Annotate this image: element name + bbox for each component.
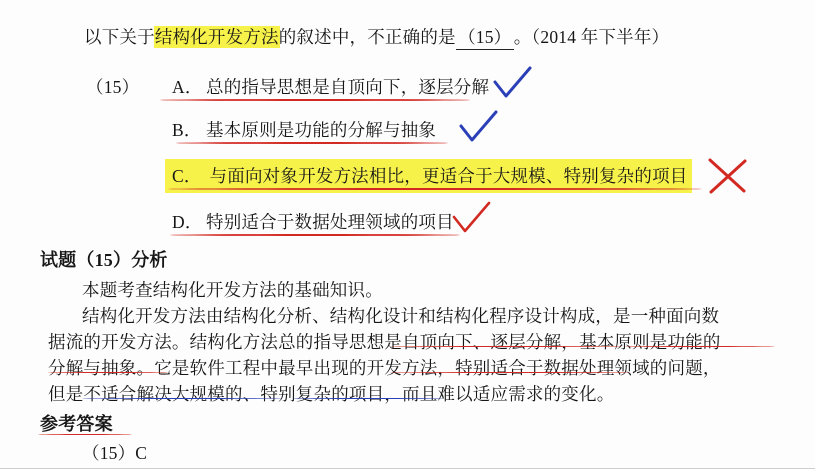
stem-part-2: 的叙述中，不正确的是	[278, 27, 456, 47]
option-b-letter: B．	[172, 120, 202, 140]
option-d-letter: D．	[172, 212, 203, 232]
option-d-underline	[170, 234, 460, 236]
option-a-letter: A．	[172, 77, 203, 97]
analysis-paragraph-2-line-2: 据流的开发方法。结构化方法总的指导思想是自顶向下、逐层分解，基本原则是功能的	[48, 332, 721, 352]
option-b-check-icon	[459, 110, 493, 140]
stem-part-1: 以下关于	[84, 27, 155, 47]
option-c-letter: C．	[172, 166, 202, 186]
analysis-paragraph-2-line-3: 分解与抽象。它是软件工程中最早出现的开发方法，特别适合于数据处理领域的问题，	[48, 358, 721, 378]
analysis-underline-2	[625, 346, 775, 347]
stem-blank: （15）	[456, 24, 514, 50]
analysis-underline-6	[292, 398, 444, 399]
option-c-text: 与面向对象开发方法相比，更适合于大规模、特别复杂的项目	[209, 166, 688, 186]
option-a-check-icon	[493, 66, 527, 96]
option-a-text: 总的指导思想是自顶向下，逐层分解	[206, 77, 490, 97]
analysis-underline-5	[82, 398, 282, 399]
option-b-underline	[176, 142, 448, 144]
option-b-text: 基本原则是功能的分解与抽象	[206, 120, 437, 140]
answer-heading-underline	[38, 434, 132, 435]
option-d-text: 特别适合于数据处理领域的项目	[206, 212, 454, 232]
question-number: （15）	[86, 77, 140, 97]
stem-part-3: 。（2014 年下半年）	[513, 27, 670, 47]
analysis-underline-1	[390, 346, 622, 347]
analysis-paragraph-2-line-4: 但是不适合解决大规模的、特别复杂的项目，而且难以适应需求的变化。	[48, 384, 615, 404]
option-a-underline	[160, 99, 470, 101]
answer-value: （15）C	[82, 443, 148, 463]
analysis-paragraph-2-line-1: 结构化开发方法由结构化分析、结构化设计和结构化程序设计构成，是一种面向数	[82, 306, 720, 326]
analysis-paragraph-1: 本题考查结构化开发方法的基础知识。	[82, 280, 383, 300]
answer-heading: 参考答案	[40, 414, 113, 434]
analysis-underline-3	[48, 372, 168, 373]
option-d-check-icon	[452, 201, 486, 231]
option-c-underline	[168, 188, 702, 190]
analysis-heading: 试题（15）分析	[40, 250, 168, 270]
stem-highlight: 结构化开发方法	[154, 27, 279, 47]
question-stem	[84, 24, 669, 50]
option-c-cross-icon	[706, 158, 740, 188]
analysis-underline-4	[390, 372, 630, 373]
